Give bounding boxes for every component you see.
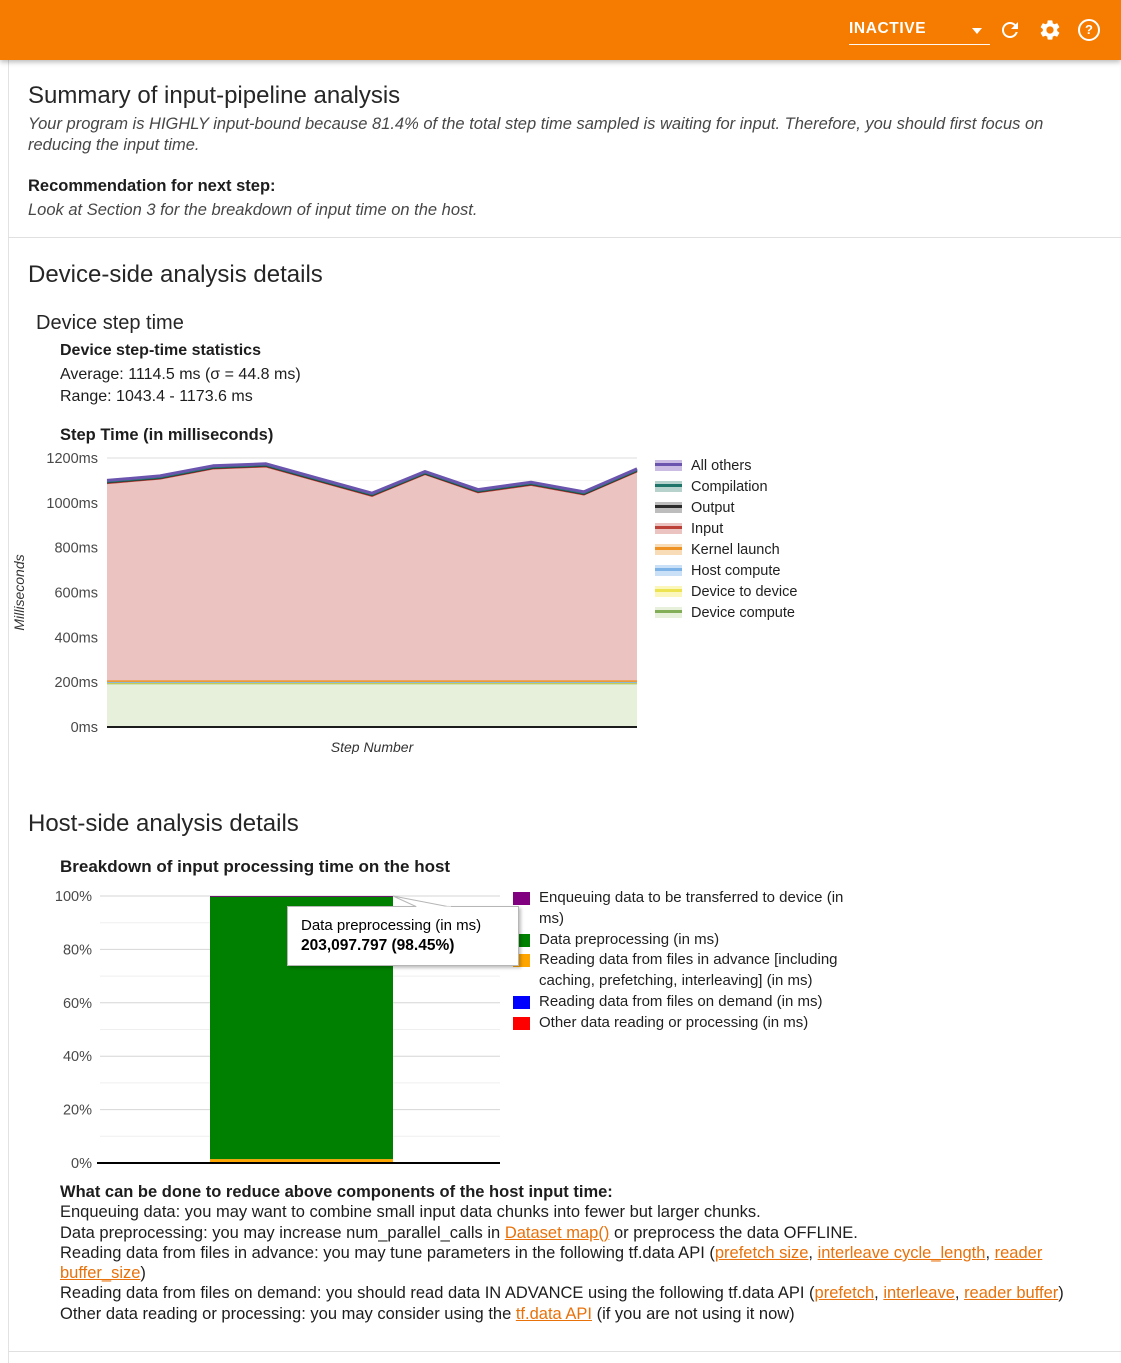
legend-item-kernel-launch	[655, 539, 797, 560]
legend-label: Host compute	[691, 562, 781, 579]
legend-label: Device to device	[691, 583, 798, 600]
help-icon[interactable]: ?	[1078, 19, 1102, 43]
host-chart-title: Breakdown of input processing time on the host	[60, 857, 451, 876]
legend-item-device-compute	[655, 602, 797, 623]
advice-line-1	[60, 1202, 1075, 1222]
legend-label: Kernel launch	[691, 541, 780, 558]
legend-label: Device compute	[691, 604, 795, 621]
advice-link-reader-buffer[interactable]: reader buffer	[964, 1284, 1059, 1303]
advice-text: Other data reading or processing: you may consider using the	[60, 1304, 516, 1323]
y-tick-label: 40%	[62, 1049, 92, 1066]
legend-item-input	[655, 518, 797, 539]
y-tick-label: 0%	[71, 1156, 92, 1172]
legend-item	[513, 888, 861, 930]
gear-icon[interactable]	[1038, 18, 1062, 42]
tooltip-callout	[390, 894, 454, 909]
advice-link-tf-data-api[interactable]: tf.data API	[515, 1304, 592, 1323]
legend-swatch	[655, 523, 682, 534]
advice-text: (if you are not using it now)	[591, 1304, 795, 1323]
legend-item-output	[655, 497, 797, 518]
advice-text: Reading data from files in advance: you may tune parameters in the following tf.data API (	[60, 1243, 715, 1262]
chart-tooltip	[287, 906, 519, 966]
legend-swatch	[655, 481, 682, 492]
y-axis-label: Milliseconds	[11, 554, 27, 631]
toolbar	[0, 0, 1121, 60]
legend-item	[513, 930, 861, 951]
legend-swatch	[655, 544, 682, 555]
device-step-time-chart[interactable]	[0, 444, 655, 754]
device-section-title: Device-side analysis details	[28, 261, 323, 288]
tooltip-value: 203,097.797 (98.45%)	[301, 937, 455, 954]
advice-heading: What can be done to reduce above components of the host input time:	[60, 1183, 613, 1201]
advice-text: ,	[954, 1284, 965, 1303]
legend-item	[513, 992, 861, 1013]
y-tick-label: 80%	[62, 942, 92, 959]
run-status-label: INACTIVE	[849, 20, 927, 37]
advice-link-dataset-map-[interactable]: Dataset map()	[504, 1223, 610, 1242]
summary-conclusion-text: Your program is HIGHLY input-bound because 81.4% of the total step time sampled is waiting for input. Therefore, you should first focus on reducing the input time.	[28, 115, 1044, 154]
host-advice-block	[60, 1182, 1075, 1324]
advice-link-interleave[interactable]: interleave	[883, 1284, 955, 1303]
advice-text: Data preprocessing: you may increase num_parallel_calls in	[60, 1223, 505, 1242]
device-stats-average: Average: 1114.5 ms (σ = 44.8 ms)	[60, 366, 301, 383]
legend-swatch	[655, 607, 682, 618]
legend-label: Input	[691, 520, 724, 537]
y-tick-label: 100%	[54, 889, 92, 905]
advice-line-4	[60, 1283, 1075, 1303]
legend-label: All others	[691, 457, 752, 474]
y-tick-label: 1000ms	[46, 495, 98, 512]
recommendation-text: Look at Section 3 for the breakdown of input time on the host.	[28, 201, 478, 219]
y-tick-label: 600ms	[54, 585, 98, 602]
run-status-dropdown[interactable]	[849, 17, 990, 45]
host-section-title: Host-side analysis details	[28, 810, 299, 837]
legend-swatch	[513, 996, 530, 1009]
legend-item-host-compute	[655, 560, 797, 581]
advice-text: )	[140, 1264, 146, 1283]
legend-label: Reading data from files on demand (in ms)	[539, 992, 823, 1010]
area-device-compute[interactable]	[107, 683, 637, 727]
legend-item	[513, 950, 861, 992]
host-chart-legend	[513, 888, 861, 1034]
device-stats-title: Device step-time statistics	[60, 342, 261, 359]
advice-link-prefetch[interactable]: prefetch	[814, 1284, 875, 1303]
legend-label: Compilation	[691, 478, 768, 495]
advice-line-5	[60, 1304, 1075, 1324]
advice-text: Enqueuing data: you may want to combine small input data chunks into fewer but larger chunks.	[60, 1203, 761, 1222]
section-divider	[8, 237, 1121, 238]
legend-item	[513, 1013, 861, 1034]
legend-label: Data preprocessing (in ms)	[539, 930, 720, 948]
device-stats-range: Range: 1043.4 - 1173.6 ms	[60, 388, 253, 405]
y-tick-label: 0ms	[70, 720, 98, 736]
area-input[interactable]	[107, 467, 637, 681]
y-tick-label: 1200ms	[46, 451, 98, 467]
legend-item-compilation	[655, 476, 797, 497]
advice-text: or preprocess the data OFFLINE.	[609, 1223, 858, 1242]
advice-line-3	[60, 1243, 1075, 1284]
legend-label: Reading data from files in advance [including caching, prefetching, interleaving] (in ms)	[539, 951, 838, 990]
tooltip-series-label: Data preprocessing (in ms)	[301, 917, 482, 934]
y-tick-label: 60%	[62, 995, 92, 1012]
step-time-chart-title: Step Time (in milliseconds)	[60, 426, 274, 444]
bottom-divider	[8, 1351, 1121, 1352]
y-tick-label: 20%	[62, 1102, 92, 1119]
legend-item-all-others	[655, 455, 797, 476]
legend-swatch	[655, 460, 682, 471]
advice-link-interleave-cycle-length[interactable]: interleave cycle_length	[817, 1243, 986, 1262]
summary-section-title: Summary of input-pipeline analysis	[28, 82, 401, 109]
advice-text: ,	[874, 1284, 884, 1303]
caret-down-icon[interactable]	[972, 28, 982, 34]
advice-text: )	[1058, 1284, 1064, 1303]
advice-link-prefetch-size[interactable]: prefetch size	[714, 1243, 809, 1262]
legend-label: Other data reading or processing (in ms)	[539, 1013, 809, 1031]
legend-label: Output	[691, 499, 735, 516]
advice-text: ,	[985, 1243, 995, 1262]
refresh-icon[interactable]	[998, 18, 1022, 42]
recommendation-label: Recommendation for next step:	[28, 177, 276, 195]
x-axis-label: Step Number	[330, 739, 414, 754]
advice-text: Reading data from files on demand: you should read data IN ADVANCE using the following tf.data API (	[60, 1284, 815, 1303]
legend-label: Enqueuing data to be transferred to device (in ms)	[539, 889, 844, 927]
step-time-chart-legend	[655, 455, 797, 623]
device-step-time-title: Device step time	[36, 312, 184, 334]
legend-swatch	[513, 892, 530, 905]
y-tick-label: 400ms	[54, 630, 98, 647]
advice-text: ,	[808, 1243, 818, 1262]
legend-swatch	[655, 565, 682, 576]
legend-swatch	[655, 502, 682, 513]
advice-link-reader-buffer-size[interactable]: reader buffer_size	[60, 1243, 1043, 1283]
legend-swatch	[655, 586, 682, 597]
legend-item-device-to-device	[655, 581, 797, 602]
y-tick-label: 200ms	[54, 675, 98, 692]
advice-line-2	[60, 1223, 1075, 1243]
y-tick-label: 800ms	[54, 540, 98, 557]
legend-swatch	[513, 1017, 530, 1030]
bar-segment-enqueuing-800080[interactable]	[210, 896, 393, 897]
bar-segment-reading-FFA500[interactable]	[210, 1159, 393, 1162]
